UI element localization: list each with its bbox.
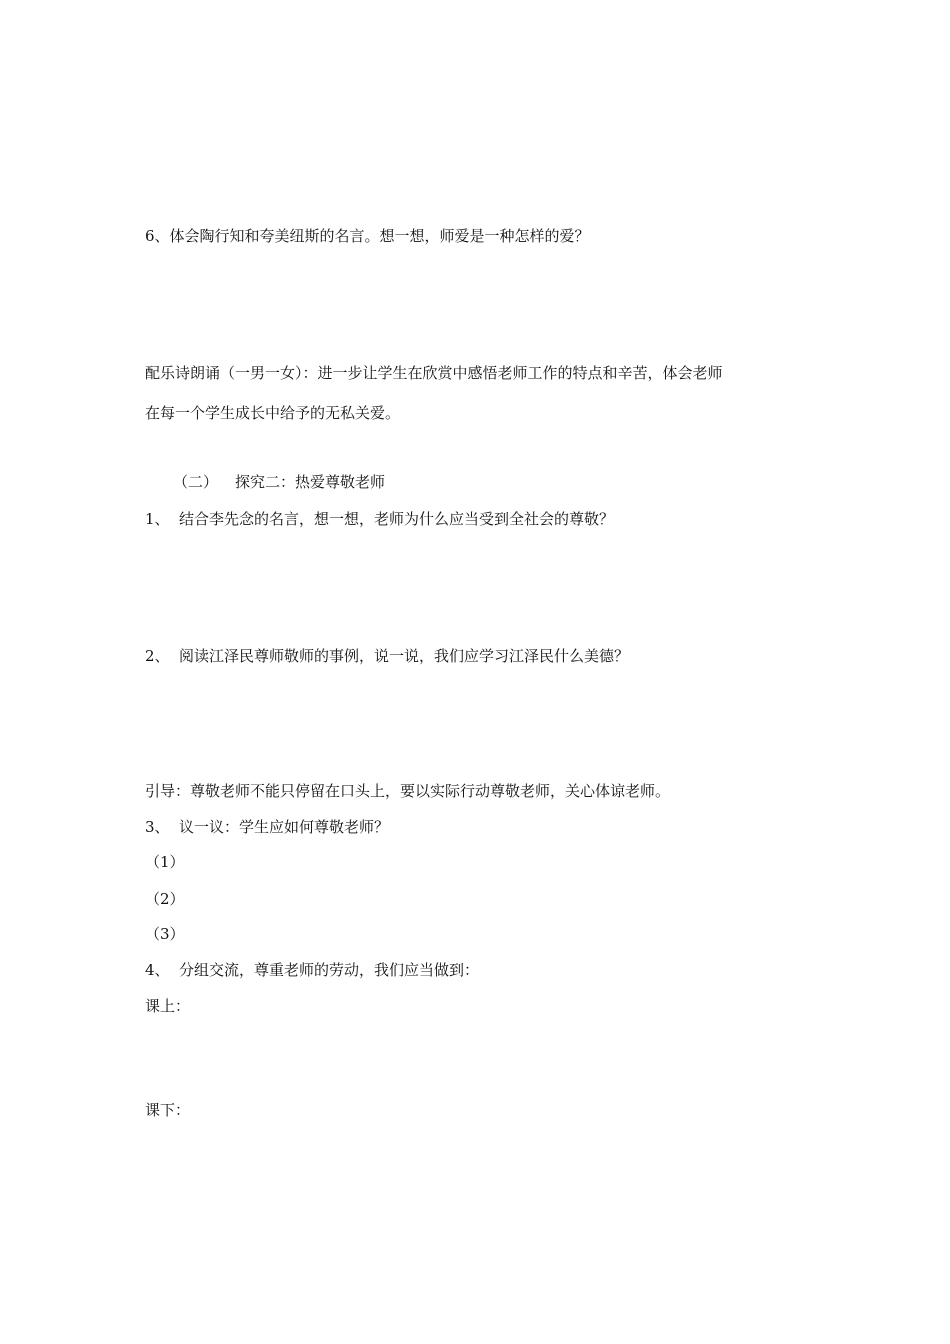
question-item-4 xyxy=(145,961,479,979)
answer-blank-3: （3） xyxy=(145,925,185,943)
section-heading xyxy=(173,473,385,491)
in-class-label: 课上： xyxy=(145,997,191,1015)
item-text: 议一议：学生应如何尊敬老师？ xyxy=(179,818,390,836)
guidance-text: 引导：尊敬老师不能只停留在口头上，要以实际行动尊敬老师，关心体谅老师。 xyxy=(145,782,671,800)
recitation-line-2: 在每一个学生成长中给予的无私关爱。 xyxy=(145,404,401,422)
question-item-1 xyxy=(145,510,614,528)
item-number: 3、 xyxy=(145,818,170,836)
item-number: 4、 xyxy=(145,961,170,979)
item-number: 1、 xyxy=(145,510,170,528)
recitation-line-1: 配乐诗朗诵（一男一女）：进一步让学生在欣赏中感悟老师工作的特点和辛苦，体会老师 xyxy=(145,364,723,382)
after-class-label: 课下： xyxy=(145,1101,191,1119)
item-number: 2、 xyxy=(145,647,170,665)
item-text: 分组交流，尊重老师的劳动，我们应当做到： xyxy=(179,961,480,979)
item-text: 阅读江泽民尊师敬师的事例，说一说，我们应学习江泽民什么美德？ xyxy=(179,647,630,665)
section-title: 探究二：热爱尊敬老师 xyxy=(235,473,386,491)
item-text: 结合李先念的名言，想一想，老师为什么应当受到全社会的尊敬？ xyxy=(179,510,615,528)
answer-blank-2: （2） xyxy=(145,890,185,908)
answer-blank-1: （1） xyxy=(145,853,185,871)
section-number: （二） xyxy=(173,473,219,491)
question-item-2 xyxy=(145,647,629,665)
question-item-3 xyxy=(145,818,389,836)
question-6: 6、体会陶行知和夸美纽斯的名言。想一想，师爱是一种怎样的爱？ xyxy=(145,227,590,245)
